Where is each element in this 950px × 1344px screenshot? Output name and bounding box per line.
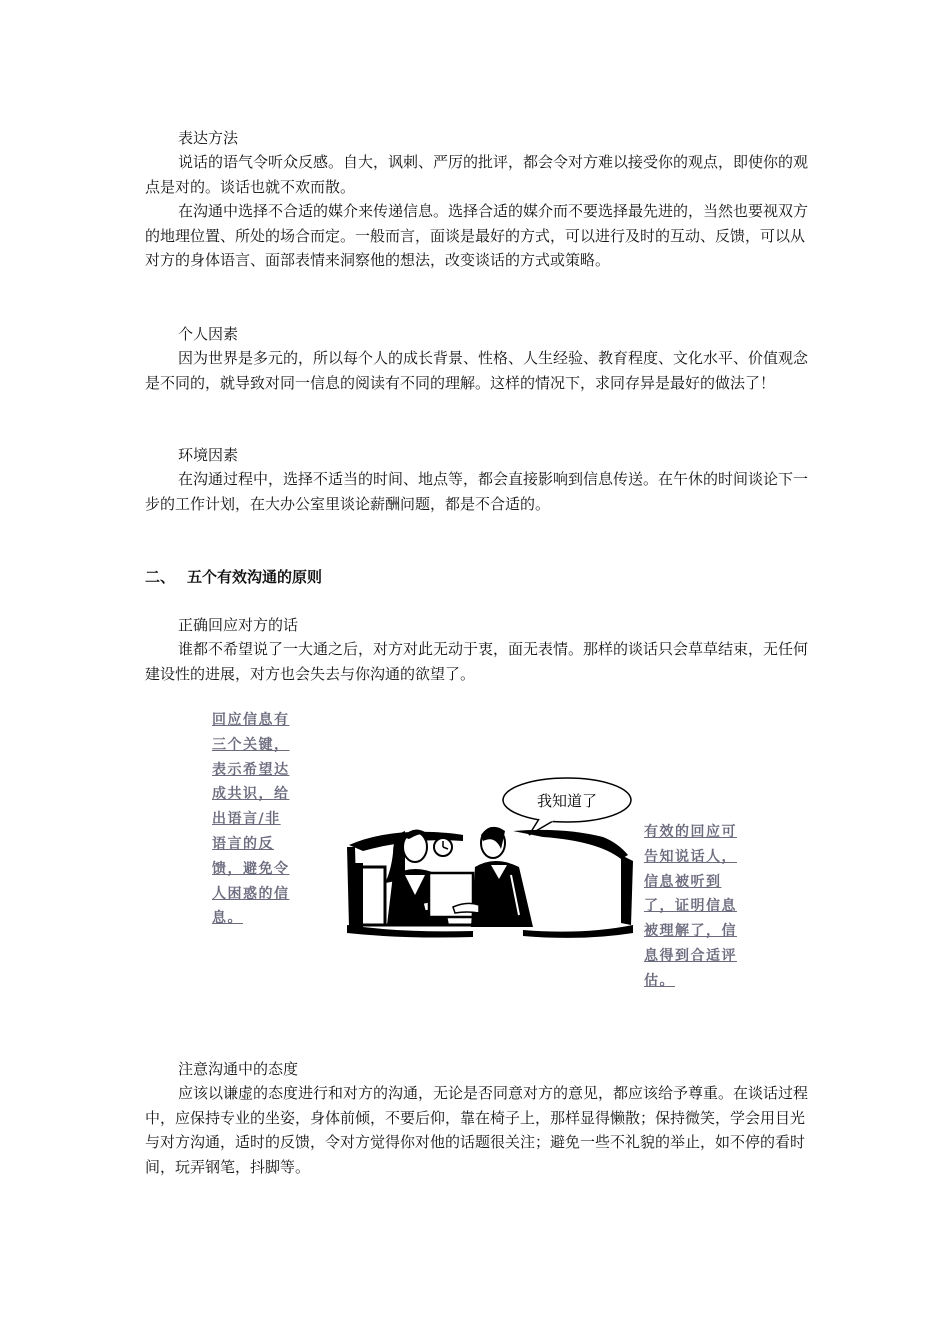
subheading-environment: 环境因素: [178, 446, 239, 464]
paragraph-respond-1: 谁都不希望说了一大通之后，对方对此无动于衷，面无表情。那样的谈话只会草草结束，无任何建设性的进展，对方也会失去与你沟通的欲望了。: [145, 640, 809, 683]
subheading-personal: 个人因素: [178, 325, 239, 343]
section-number: 二、: [145, 568, 176, 586]
subheading-respond: 正确回应对方的话: [178, 616, 299, 634]
paragraph-attitude-1: 应该以谦虚的态度进行和对方的沟通，无论是否同意对方的意见，都应该给予尊重。在谈话过程中，应保持专业的坐姿，身体前倾，不要后仰，靠在椅子上，那样显得懒散；保持微笑，学会用目光与对方沟通，适时的反馈，令对方觉得你对他的话题很关注；避免一些不礼貌的举止，如不停的看时间，玩弄钢笔，抖脚等。: [145, 1084, 809, 1176]
paragraph-expression-2: 在沟通中选择不合适的媒介来传递信息。选择合适的媒介而不要选择最先进的，当然也要视双方的地理位置、所处的场合而定。一般而言，面谈是最好的方式，可以进行及时的互动、反馈，可以从对方的身体语言、面部表情来洞察他的想法，改变谈话的方式或策略。: [145, 202, 809, 269]
section-title-text: 五个有效沟通的原则: [187, 568, 323, 586]
speech-bubble-text: 我知道了: [536, 792, 598, 810]
speech-bubble: [503, 778, 631, 835]
computer-monitor: [351, 863, 385, 933]
paragraph-environment-1: 在沟通过程中，选择不适当的时间、地点等，都会直接影响到信息传送。在午休的时间谈论下一步的工作计划，在大办公室里谈论薪酬问题，都是不合适的。: [145, 470, 809, 513]
paragraph-expression-1: 说话的语气令听众反感。自大，讽刺、严厉的批评，都会令对方难以接受你的观点，即使你的观点是对的。谈话也就不欢而散。: [145, 153, 809, 196]
section-title-two: [145, 566, 322, 587]
subheading-expression: 表达方法: [178, 129, 239, 147]
paragraph-personal-1: 因为世界是多元的，所以每个人的成长背景、性格、人生经验、教育程度、文化水平、价值观念是不同的，就导致对同一信息的阅读有不同的理解。这样的情况下，求同存异是最好的做法了！: [145, 349, 809, 392]
clock-icon: [434, 838, 452, 856]
subheading-attitude: 注意沟通中的态度: [178, 1060, 299, 1078]
illustration-left-caption: 回应信息有三个关键，表示希望达成共识，给出语言/非语言的反馈，避免令人困惑的信息。: [212, 712, 290, 927]
handshake-illustration: [343, 775, 643, 940]
illustration-right-caption: 有效的回应可告知说话人，信息被听到了，证明信息被理解了，信息得到合适评估。: [644, 824, 737, 989]
